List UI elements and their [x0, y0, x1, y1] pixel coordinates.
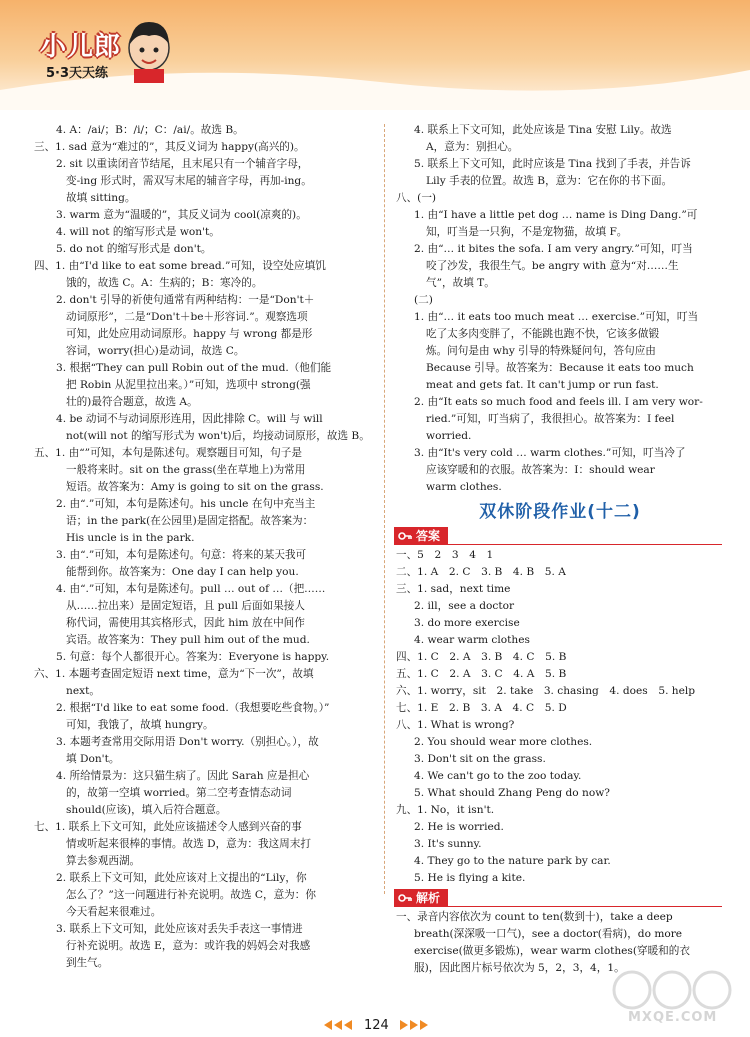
- text-line: 4. 所给情景为：这只猫生病了。因此 Sarah 应是担心: [56, 770, 310, 782]
- text-line: 五、1. 由“”可知，本句是陈述句。观察题目可知，句子是: [34, 447, 302, 459]
- arrow-right-icon: [398, 1019, 434, 1031]
- text-line: 填 Don't。: [66, 753, 120, 765]
- text-line: 2. 由“.”可知，本句是陈述句。his uncle 在句中充当主: [56, 498, 316, 510]
- answer-line: 5. What should Zhang Peng do now?: [414, 787, 610, 799]
- text-line: 动词原形”，二是“Don't＋be＋形容词.”。观察选项: [66, 311, 308, 323]
- text-line: 情或听起来很棒的事情。故选 D，意为：我这周末打: [66, 838, 311, 850]
- text-line: 3. warm 意为“温暖的”，其反义词为 cool(凉爽的)。: [56, 209, 307, 221]
- answer-line: 七、1. E 2. B 3. A 4. C 5. D: [396, 702, 567, 714]
- text-line: 三、1. sad 意为“难过的”，其反义词为 happy(高兴的)。: [34, 141, 305, 153]
- text-line: ried.”可知，叮当病了，我很担心。故答案为：I feel: [426, 413, 675, 425]
- text-line: 饿的，故选 C。A：生病的；B：寒冷的。: [66, 277, 263, 289]
- text-line: 六、1. 本题考查固定短语 next time，意为“下一次”，故填: [34, 668, 314, 680]
- text-line: 4. A：/ai/；B：/i/；C：/ai/。故选 B。: [56, 124, 244, 136]
- analysis-line: 服)，因此图片标号依次为 5，2，3，4，1。: [414, 962, 625, 974]
- text-line: 知，叮当是一只狗，不是宠物猫，故填 F。: [426, 226, 628, 238]
- text-line: 壮的)最符合题意，故选 A。: [66, 396, 198, 408]
- analysis-tag-rule: [394, 906, 722, 907]
- answer-line: 八、1. What is wrong?: [396, 719, 515, 731]
- text-line: 短语。故答案为：Amy is going to sit on the grass.: [66, 481, 324, 493]
- answer-line: 五、1. C 2. A 3. C 4. A 5. B: [396, 668, 567, 680]
- watermark-text: MXQE.COM: [628, 1010, 718, 1025]
- answer-line: 六、1. worry，sit 2. take 3. chasing 4. does 5. help: [396, 685, 696, 697]
- answer-line: 5. He is flying a kite.: [414, 872, 526, 884]
- right-column: [396, 122, 724, 977]
- key-icon: [398, 892, 412, 904]
- text-line: 2. 联系上下文可知，此处应该对上文提出的“Lily，你: [56, 872, 307, 884]
- analysis-tag: [394, 889, 724, 907]
- text-line: 把 Robin 从泥里拉出来。）”可知，选项中 strong(强: [66, 379, 311, 391]
- text-line: 可知，我饿了，故填 hungry。: [66, 719, 214, 731]
- text-line: 1. 由“I have a little pet dog … name is Ding Dang.”可: [414, 209, 698, 221]
- text-line: 2. 由“It eats so much food and feels ill. I am very wor-: [414, 396, 703, 408]
- text-line: 4. 联系上下文可知，此处应该是 Tina 安慰 Lily。故选: [414, 124, 672, 136]
- left-column: [34, 122, 374, 972]
- answer-line: 九、1. No，it isn't.: [396, 804, 495, 816]
- text-line: 2. 根据“I'd like to eat some food.（我想要吃些食物。）”: [56, 702, 330, 714]
- answer-tag: [394, 527, 724, 545]
- watermark-logo-icon: [610, 968, 740, 1012]
- answer-line: 3. It's sunny.: [414, 838, 482, 850]
- analysis-line: breath(深深吸一口气)，see a doctor(看病)，do more: [414, 928, 683, 940]
- text-line: 2. don't 引导的祈使句通常有两种结构：一是“Don't＋: [56, 294, 315, 306]
- text-line: (二): [414, 294, 433, 306]
- answer-line: 3. do more exercise: [414, 617, 520, 629]
- watermark: [610, 968, 740, 1028]
- arrow-left-icon: [322, 1019, 358, 1031]
- brand-subtitle: 5·3天天练: [46, 66, 109, 81]
- text-line: 炼。问句是由 why 引导的特殊疑问句，答句应由: [426, 345, 656, 357]
- text-line: Lily 手表的位置。故选 B，意为：它在你的书下面。: [426, 175, 673, 187]
- text-line: 变-ing 形式时，需双写末尾的辅音字母，再加-ing。: [66, 175, 312, 187]
- text-line: 咬了沙发，我很生气。be angry with 意为“对……生: [426, 260, 679, 272]
- answer-tag-rule: [394, 544, 722, 545]
- section-title: 双休阶段作业(十二): [479, 502, 641, 522]
- analysis-line: 一、录音内容依次为 count to ten(数到十)，take a deep: [396, 911, 673, 923]
- answer-tag-label: 答案: [416, 529, 441, 543]
- text-line: His uncle is in the park.: [66, 532, 195, 544]
- text-line: 4. be 动词不与动词原形连用，因此排除 C。will 与 will: [56, 413, 323, 425]
- answer-line: 2. You should wear more clothes.: [414, 736, 593, 748]
- text-line: Because 引导。故答案为：Because it eats too much: [426, 362, 694, 374]
- answer-line: 一、5 2 3 4 1: [396, 549, 494, 561]
- answer-line: 4. wear warm clothes: [414, 634, 530, 646]
- text-line: 八、(一): [396, 192, 437, 204]
- text-line: 2. sit 以重读闭音节结尾，且末尾只有一个辅音字母，: [56, 158, 309, 170]
- answer-line: 2. ill，see a doctor: [414, 600, 515, 612]
- text-line: 吃了太多肉变胖了，不能跳也跑不快，它该多做锻: [426, 328, 660, 340]
- answer-line: 4. They go to the nature park by car.: [414, 855, 611, 867]
- text-line: 5. 句意：每个人都很开心。答案为：Everyone is happy.: [56, 651, 330, 663]
- text-line: 的，故第一空填 worried。第二空考查情态动词: [66, 787, 292, 799]
- text-line: 能帮到你。故答案为：One day I can help you.: [66, 566, 299, 578]
- analysis-line: exercise(做更多锻炼)，wear warm clothes(穿暖和的衣: [414, 945, 690, 957]
- answer-line: 四、1. C 2. A 3. B 4. C 5. B: [396, 651, 567, 663]
- text-line: 四、1. 由“I'd like to eat some bread.”可知，设空处应填饥: [34, 260, 326, 272]
- text-line: 语；in the park(在公园里)是固定搭配。故答案为：: [66, 515, 314, 527]
- text-line: 4. 由“.”可知，本句是陈述句。pull … out of …（把……: [56, 583, 326, 595]
- answer-line: 2. He is worried.: [414, 821, 504, 833]
- text-line: 可知，此处应用动词原形。happy 与 wrong 都是形: [66, 328, 313, 340]
- text-line: 3. 本题考查常用交际用语 Don't worry.（别担心。），故: [56, 736, 319, 748]
- analysis-tag-label: 解析: [416, 891, 441, 905]
- brand-title: 小儿郎: [40, 32, 122, 62]
- mascot-boy-icon: [124, 14, 174, 84]
- text-line: 一般将来时。sit on the grass(坐在草地上)为常用: [66, 464, 306, 476]
- text-line: 3. 联系上下文可知，此处应该对丢失手表这一事情进: [56, 923, 303, 935]
- page-number: 124: [364, 1018, 389, 1033]
- text-line: 4. will not 的缩写形式是 won't。: [56, 226, 220, 238]
- text-line: should(应该)，填入后符合题意。: [66, 804, 227, 816]
- text-line: 故填 sitting。: [66, 192, 136, 204]
- text-line: 今天看起来很难过。: [66, 906, 162, 918]
- header-band: [0, 0, 750, 108]
- text-line: 七、1. 联系上下文可知，此处应该描述令人感到兴奋的事: [34, 821, 302, 833]
- answer-line: 二、1. A 2. C 3. B 4. B 5. A: [396, 566, 566, 578]
- text-line: worried.: [426, 430, 472, 442]
- answer-line: 4. We can't go to the zoo today.: [414, 770, 582, 782]
- text-line: next。: [66, 685, 100, 697]
- text-line: 5. 联系上下文可知，此时应该是 Tina 找到了手表，并告诉: [414, 158, 691, 170]
- text-line: 怎么了？”这一问题进行补充说明。故选 C，意为：你: [66, 889, 316, 901]
- text-line: warm clothes.: [426, 481, 502, 493]
- text-line: 到生气。: [66, 957, 109, 969]
- key-icon: [398, 530, 412, 542]
- text-line: 算去参观西湖。: [66, 855, 141, 867]
- text-line: 从……拉出来）是固定短语，且 pull 后面如果接人: [66, 600, 305, 612]
- text-line: 3. 由“.”可知，本句是陈述句。句意：将来的某天我可: [56, 549, 307, 561]
- text-line: 3. 根据“They can pull Robin out of the mud.（他们能: [56, 362, 332, 374]
- text-line: 应该穿暖和的衣服。故答案为：I：should wear: [426, 464, 655, 476]
- text-line: not(will not 的缩写形式为 won't)后，均接动词原形，故选 B。: [66, 430, 370, 442]
- text-line: 容词，worry(担心)是动词，故选 C。: [66, 345, 245, 357]
- text-line: meat and gets fat. It can't jump or run fast.: [426, 379, 659, 391]
- text-line: 2. 由“… it bites the sofa. I am very angry.”可知，叮当: [414, 243, 693, 255]
- text-line: 3. 由“It's very cold … warm clothes.”可知，叮当冷了: [414, 447, 686, 459]
- text-line: 气”，故填 T。: [426, 277, 495, 289]
- text-line: 行补充说明。故选 E，意为：或许我的妈妈会对我感: [66, 940, 311, 952]
- analysis-tag-box: [394, 889, 448, 907]
- text-line: A，意为：别担心。: [426, 141, 519, 153]
- text-line: 1. 由“… it eats too much meat … exercise.”可知，叮当: [414, 311, 699, 323]
- text-line: 称代词，需使用其宾格形式，因此 him 放在中间作: [66, 617, 305, 629]
- text-line: 5. do not 的缩写形式是 don't。: [56, 243, 212, 255]
- text-line: 宾语。故答案为：They pull him out of the mud.: [66, 634, 310, 646]
- answer-tag-box: [394, 527, 448, 545]
- answer-line: 3. Don't sit on the grass.: [414, 753, 546, 765]
- column-divider: [384, 124, 385, 894]
- answer-line: 三、1. sad，next time: [396, 583, 511, 595]
